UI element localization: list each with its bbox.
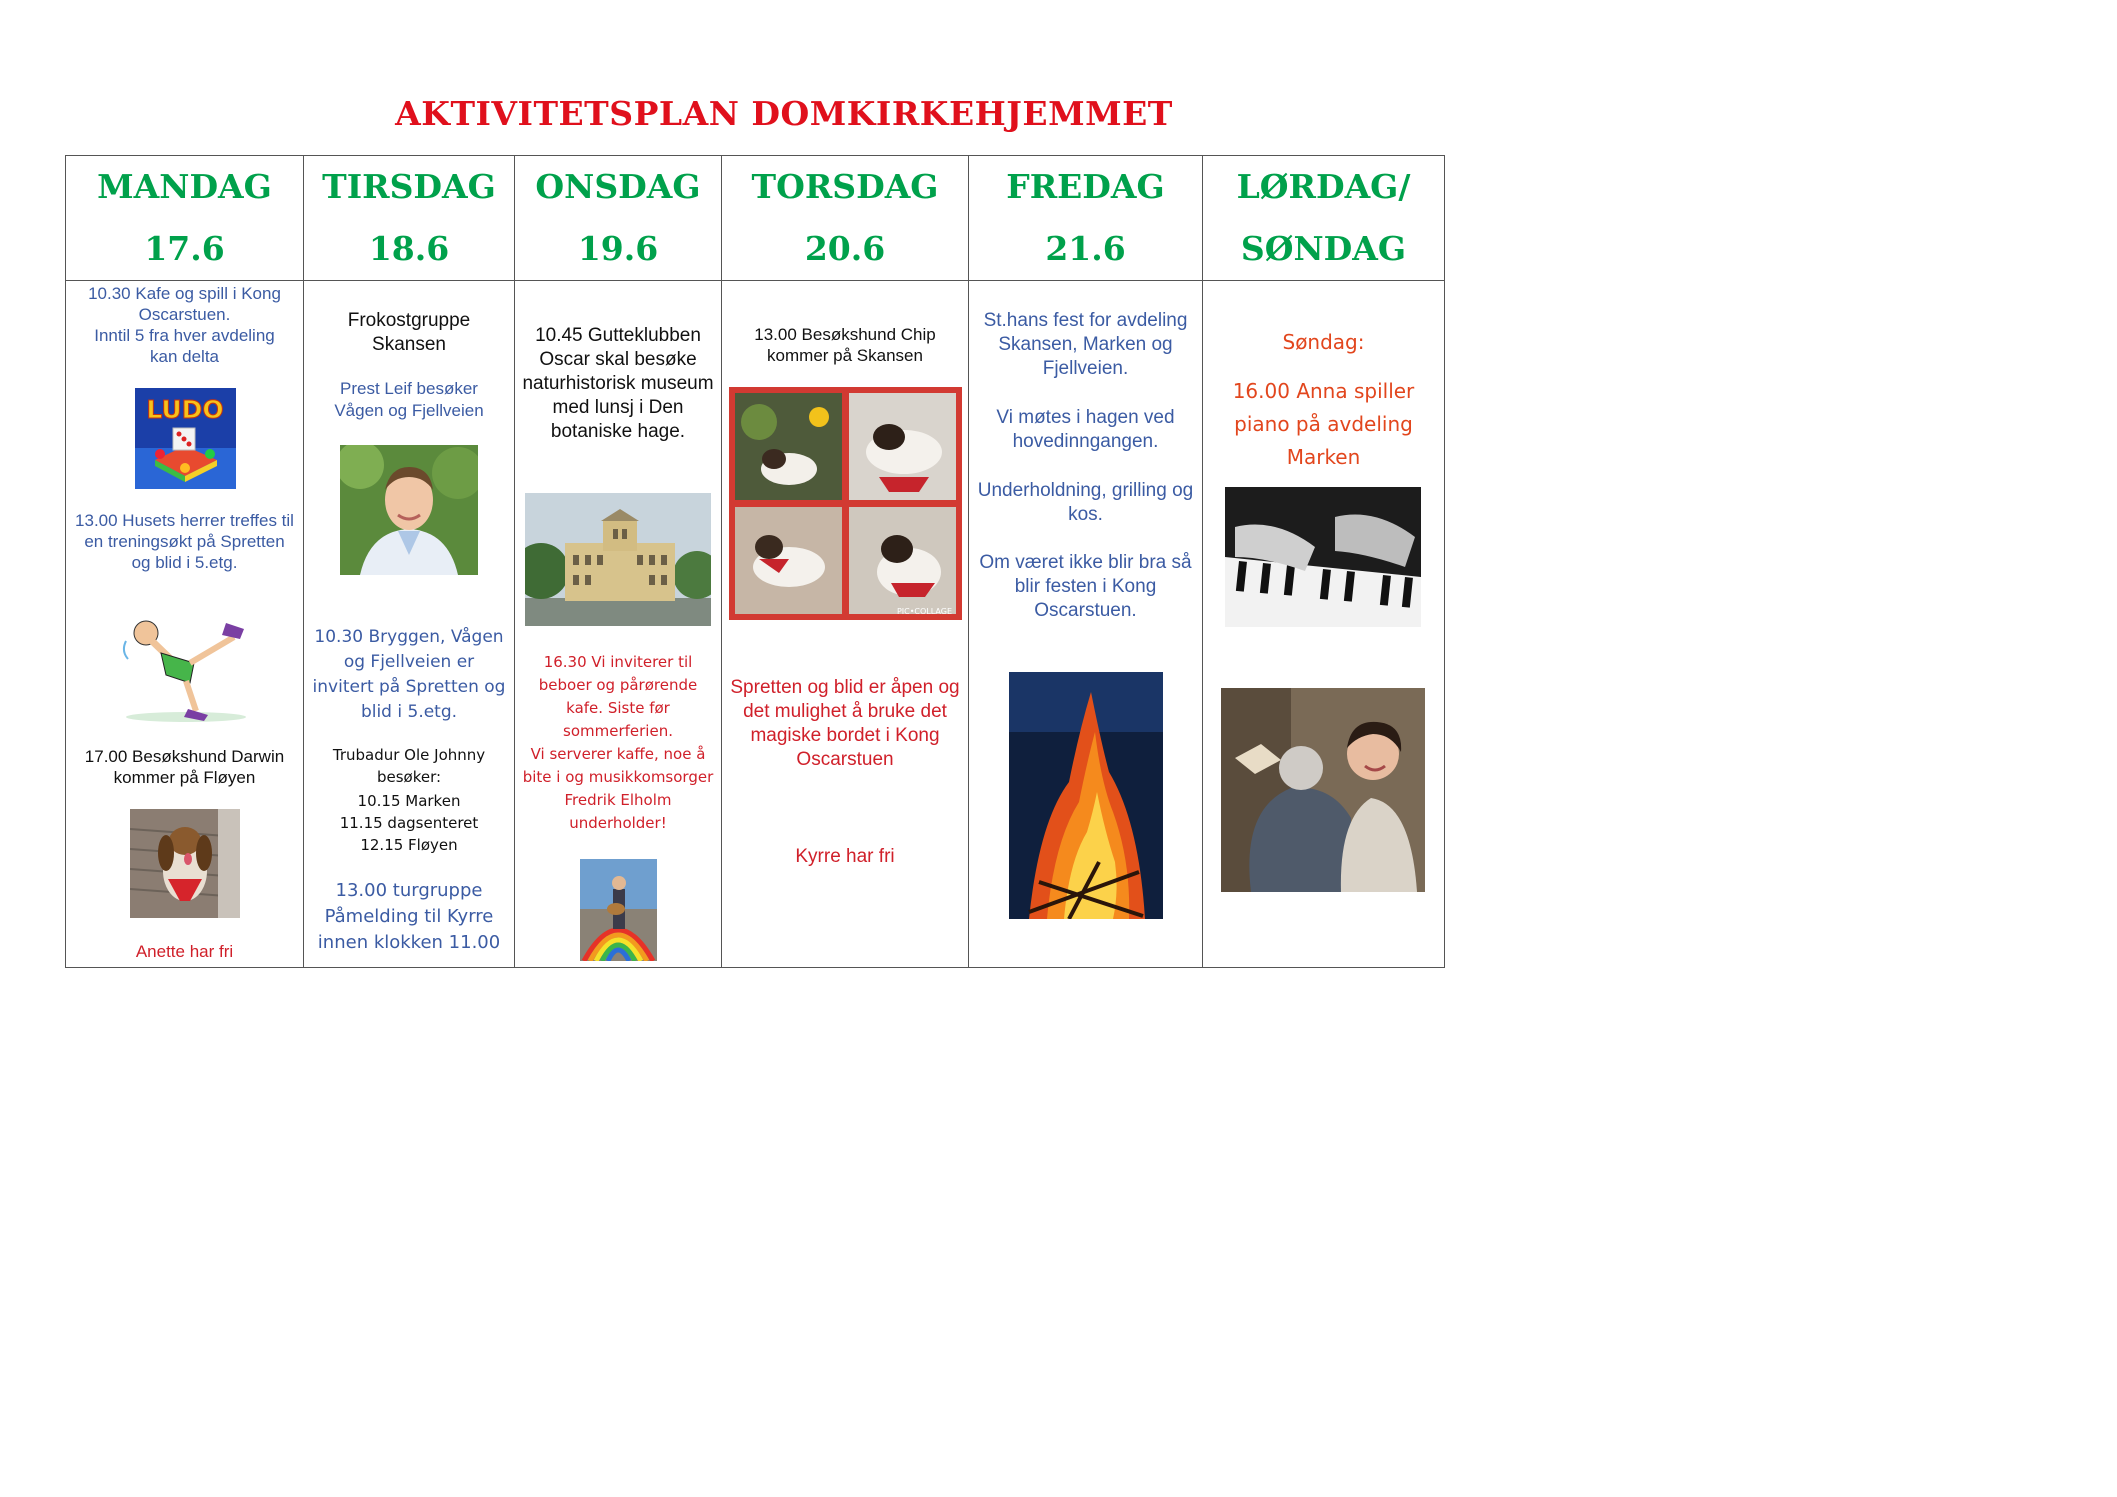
thursday-activity-spretten: Spretten og blid er åpen og det mulighet å bruke det magiske bordet i Kong Oscarstuen (730, 677, 960, 770)
priest-portrait-photo (340, 445, 478, 575)
tuesday-activity-priest: Prest Leif besøker Vågen og Fjellveien (334, 379, 484, 420)
musician-rainbow-photo (580, 859, 657, 961)
tuesday-activity-spretten: 10.30 Bryggen, Vågen og Fjellveien er invitert på Spretten og blid i 5.etg. (312, 627, 506, 722)
tuesday-troubadour: Trubadur Ole Johnny besøker: (332, 746, 486, 786)
thursday-staff-off: Kyrre har fri (795, 846, 895, 867)
wednesday-activity-music: Vi serverer kaffe, noe å bite i og musikkomsorger Fredrik Elholm underholder! (522, 745, 714, 832)
friday-cell (969, 281, 1203, 968)
museum-building-photo (525, 493, 711, 626)
dog-photo-collage (729, 387, 962, 620)
day-header-monday: MANDAG 17.6 (66, 156, 304, 281)
ludo-game-image (135, 388, 236, 489)
monday-staff-off: Anette har fri (135, 942, 234, 961)
monday-activity-limit: Inntil 5 fra hver avdeling kan delta (94, 326, 275, 366)
wednesday-cell (515, 281, 722, 968)
monday-activity-dog-visit: 17.00 Besøkshund Darwin kommer på Fløyen (84, 747, 285, 787)
dancing-couple-photo (1221, 688, 1425, 892)
friday-activity-midsummer: St.hans fest for avdeling Skansen, Marken og Fjellveien. (983, 310, 1188, 379)
monday-cell (66, 281, 304, 968)
header-row (66, 156, 1445, 281)
friday-activity-weather: Om været ikke blir bra så blir festen i Kong Oscarstuen. (979, 552, 1192, 621)
thursday-cell (722, 281, 969, 968)
basset-hound-photo (130, 809, 240, 918)
piano-hands-photo (1225, 487, 1421, 627)
collage-watermark: PIC•COLLAGE (896, 607, 952, 616)
monday-activity-cafe: 10.30 Kafe og spill i Kong Oscarstuen. (88, 284, 281, 324)
activity-table (65, 155, 1445, 968)
wednesday-activity-cafe: 16.30 Vi inviterer til beboer og pårørende kafe. Siste før sommerferien. (538, 653, 698, 740)
weekend-cell (1203, 281, 1445, 968)
weekend-activity-piano: 16.00 Anna spiller piano på avdeling Marken (1232, 379, 1415, 469)
tuesday-activity-walk: 13.00 turgruppe Påmelding til Kyrre innen klokken 11.00 (317, 880, 501, 953)
day-header-thursday: TORSDAG 20.6 (722, 156, 969, 281)
page-title: AKTIVITETSPLAN DOMKIRKEHJEMMET (395, 94, 1173, 133)
running-man-cartoon (116, 611, 256, 726)
day-header-wednesday: ONSDAG 19.6 (515, 156, 722, 281)
wednesday-activity-museum: 10.45 Gutteklubben Oscar skal besøke naturhistorisk museum med lunsj i Den botaniske hage. (522, 325, 714, 442)
tuesday-time-marken: 10.15 Marken (357, 792, 461, 810)
tuesday-time-dagsenter: 11.15 dagsenteret (339, 814, 479, 832)
tuesday-cell (304, 281, 515, 968)
tuesday-activity-breakfast: Frokostgruppe Skansen (347, 310, 471, 355)
friday-activity-meeting: Vi møtes i hagen ved hovedinngangen. (996, 407, 1175, 452)
day-header-weekend: LØRDAG/ SØNDAG (1203, 156, 1445, 281)
ludo-text: LUDO (146, 395, 224, 424)
day-header-friday: FREDAG 21.6 (969, 156, 1203, 281)
weekend-day-label: Søndag: (1282, 330, 1365, 354)
bonfire-photo (1009, 672, 1163, 919)
thursday-activity-dog-visit: 13.00 Besøkshund Chip kommer på Skansen (754, 325, 936, 365)
day-header-tuesday: TIRSDAG 18.6 (304, 156, 515, 281)
monday-activity-exercise: 13.00 Husets herrer treffes til en treningsøkt på Spretten og blid i 5.etg. (75, 511, 294, 572)
tuesday-time-floyen: 12.15 Fløyen (360, 836, 458, 854)
friday-activity-entertainment: Underholdning, grilling og kos. (977, 480, 1194, 525)
activity-row (66, 281, 1445, 968)
